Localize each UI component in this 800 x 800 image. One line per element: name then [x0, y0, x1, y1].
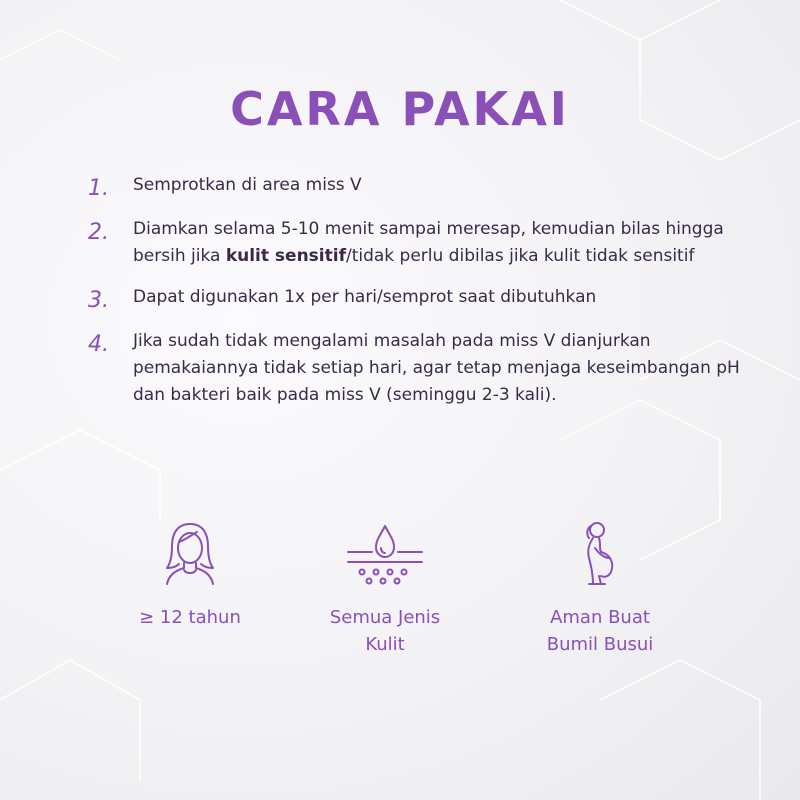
feature-label: Aman Buat Bumil Busui — [546, 607, 654, 655]
pregnant-woman-icon — [565, 518, 635, 590]
step-item — [88, 284, 748, 314]
step-text-bold: kulit sensitif — [225, 246, 346, 266]
step-text-before: Diamkan selama 5-10 menit sampai meresap, kemudian bilas hingga bersih jika — [133, 219, 724, 266]
step-text: Semprotkan di area miss V — [133, 175, 362, 195]
step-number: 1. — [88, 176, 109, 201]
step-item — [88, 172, 748, 202]
feature-skin — [285, 518, 485, 658]
feature-label: ≥ 12 tahun — [139, 607, 241, 628]
step-text — [133, 216, 748, 270]
step-number: 2. — [88, 220, 109, 245]
page-title: CARA PAKAI — [230, 82, 570, 136]
step-number: 3. — [88, 288, 109, 313]
step-item — [88, 216, 748, 270]
step-text: Dapat digunakan 1x per hari/semprot saat dibutuhkan — [133, 287, 597, 307]
step-text: Jika sudah tidak mengalami masalah pada miss V dianjurkan pemakaiannya tidak setiap hari, agar tetap menjaga keseimbangan pH dan bakteri baik pada miss V (seminggu 2-3 kali). — [133, 331, 740, 405]
woman-icon — [155, 518, 225, 590]
feature-label: Semua Jenis Kulit — [329, 607, 441, 655]
step-number: 4. — [88, 332, 109, 357]
feature-age — [90, 518, 290, 631]
feature-pregnant — [500, 518, 700, 658]
usage-steps-list — [88, 172, 748, 423]
step-item — [88, 328, 748, 409]
step-text-after: /tidak perlu dibilas jika kulit tidak sensitif — [345, 246, 695, 266]
skin-drop-icon — [340, 518, 430, 590]
